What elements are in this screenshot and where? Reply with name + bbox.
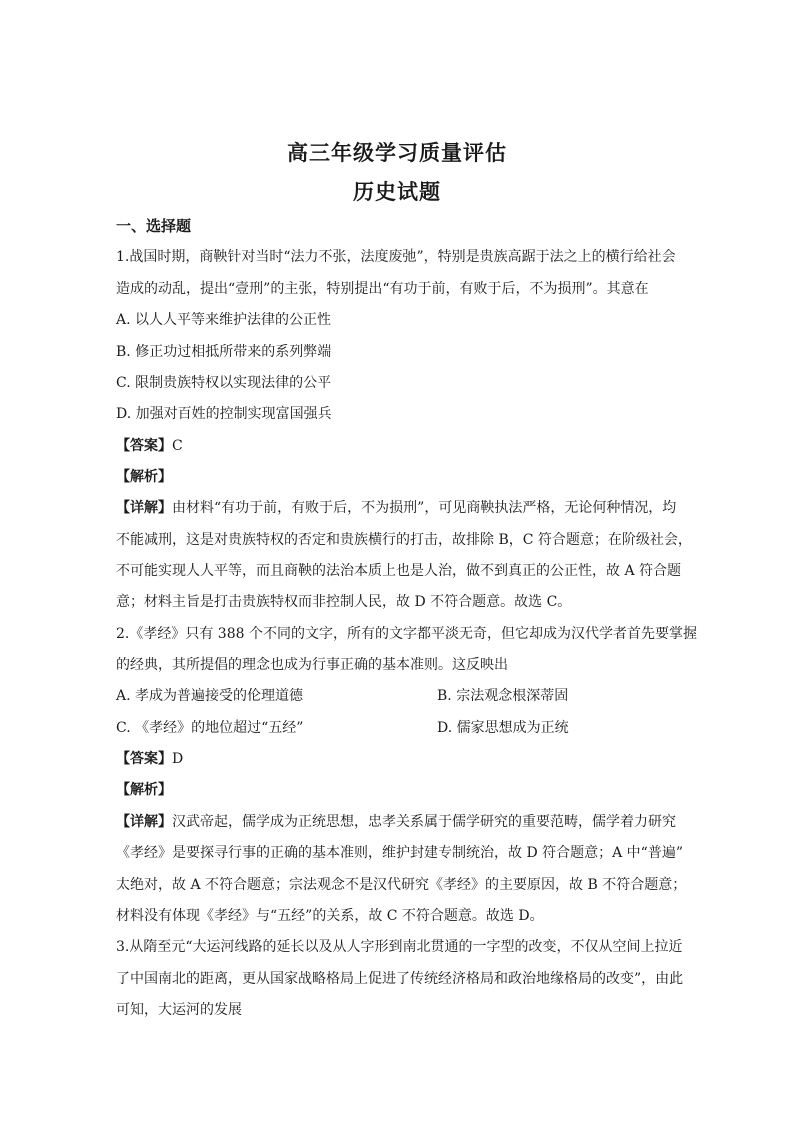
q1-analysis-label (116, 467, 172, 487)
q2-detail-line-3: 太绝对，故 A 不符合题意；宗法观念不是汉代研究《孝经》的主要原因，故 B 不符合题意； (116, 877, 687, 893)
section-heading: 一、选择题 (116, 217, 192, 235)
label-tag: 【详解】 (116, 500, 172, 516)
exam-subject: 历史试题 (353, 179, 441, 204)
label-tag: 【解析】 (116, 782, 172, 798)
q2-stem-line-1: 2.《孝经》只有 388 个不同的文字，所有的文字都平淡无奇，但它却成为汉代学者首先要掌握 (116, 626, 697, 642)
label-tag: 【答案】 (116, 438, 172, 454)
q3-stem-line-2: 了中国南北的距离，更从国家战略格局上促进了传统经济格局和政治地缘格局的改变”，由此 (116, 971, 684, 987)
q1-option-c: C. 限制贵族特权以实现法律的公平 (116, 375, 332, 391)
q2-option-d: D. 儒家思想成为正统 (437, 720, 569, 736)
q2-detail-line-1: 【详解】汉武帝起，儒学成为正统思想，忠孝关系属于儒学研究的重要范畴，儒学着力研究 (116, 814, 676, 830)
exam-title: 高三年级学习质量评估 (287, 140, 507, 165)
q1-option-b: B. 修正功过相抵所带来的系列弊端 (116, 344, 332, 360)
q1-detail-line-2: 不能减刑，这是对贵族特权的否定和贵族横行的打击，故排除 B，C 符合题意；在阶级社会， (116, 532, 692, 548)
q1-stem-line-1: 1.战国时期，商鞅针对当时“法力不张，法度废弛”，特别是贵族高踞于法之上的横行给社会 (116, 249, 676, 265)
q2-analysis-label (116, 780, 172, 800)
q1-detail-line-1: 【详解】由材料“有功于前，有败于后，不为损刑”，可见商鞅执法严格，无论何种情况，均 (116, 500, 677, 516)
q2-answer: 【答案】D (116, 751, 184, 767)
q2-option-c: C. 《孝经》的地位超过“五经” (116, 720, 304, 736)
label-tag: 【答案】 (116, 751, 172, 767)
q3-stem-line-1: 3.从隋至元“大运河线路的延长以及从人字形到南北贯通的一字型的改变，不仅从空间上拉近 (116, 939, 683, 955)
q1-answer: 【答案】C (116, 438, 183, 454)
q1-stem-line-2: 造成的动乱，提出“壹刑”的主张，特别提出“有功于前，有败于后，不为损刑”。其意在 (116, 281, 649, 297)
label-tag: 【详解】 (116, 814, 172, 830)
q2-detail-line-2: 《孝经》是要探寻行事的正确的基本准则，维护封建专制统治，故 D 符合题意；A 中“普遍” (116, 845, 683, 861)
label-tag: 【解析】 (116, 469, 172, 485)
q1-detail-line-3: 不可能实现人人平等，而且商鞅的法治本质上也是人治，做不到真正的公正性，故 A 符合题 (116, 563, 682, 579)
q1-option-d: D. 加强对百姓的控制实现富国强兵 (116, 406, 332, 422)
q1-detail-line-4: 意；材料主旨是打击贵族特权而非控制人民，故 D 不符合题意。故选 C。 (116, 594, 572, 610)
q2-option-b: B. 宗法观念根深蒂固 (437, 688, 569, 704)
q2-detail-line-4: 材料没有体现《孝经》与“五经”的关系，故 C 不符合题意。故选 D。 (116, 908, 544, 924)
q2-option-a: A. 孝成为普遍接受的伦理道德 (116, 688, 304, 704)
q3-stem-line-3: 可知，大运河的发展 (116, 1002, 242, 1018)
q1-option-a: A. 以人人平等来维护法律的公正性 (116, 312, 332, 328)
q2-stem-line-2: 的经典，其所提倡的理念也成为行事正确的基本准则。这反映出 (116, 657, 508, 673)
